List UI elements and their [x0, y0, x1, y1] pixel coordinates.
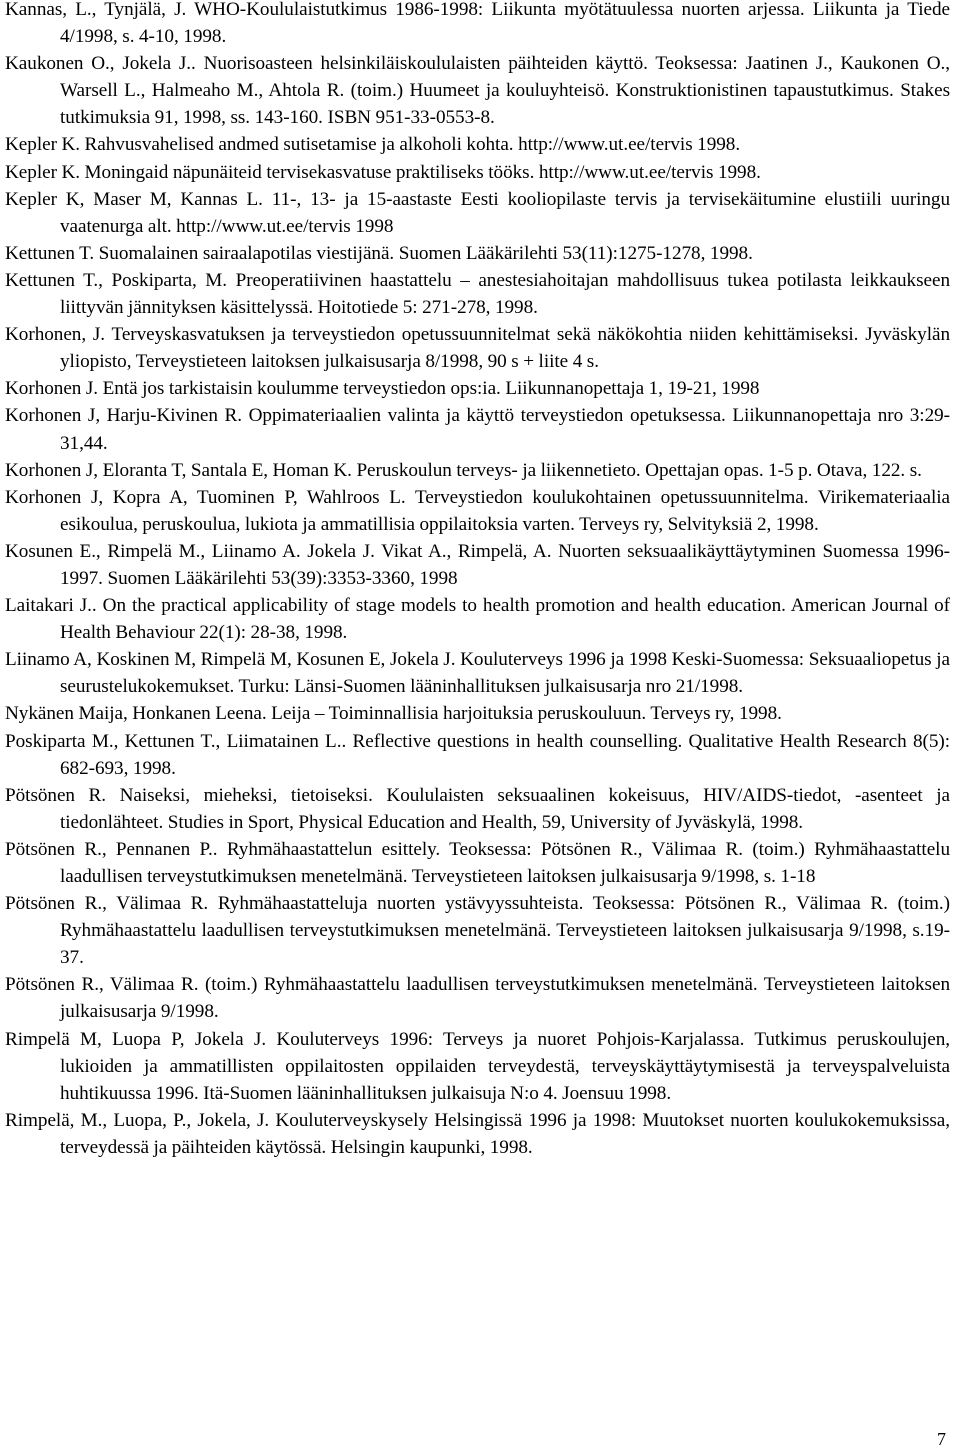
reference-entry: Rimpelä M, Luopa P, Jokela J. Kouluterveys 1996: Terveys ja nuoret Pohjois-Karjalassa. Tutkimus peruskoulujen, lukioiden ja ammatillisten oppilaitosten oppilaiden terveydestä, terveyskäyttäytymisestä ja terveyspalveluista huhtikuussa 1996. Itä-Suomen lääninhallituksen julkaisuja N:o 4. Joensuu 1998. — [5, 1028, 950, 1104]
reference-entry: Korhonen, J. Terveyskasvatuksen ja terveystiedon opetussuunnitelmat sekä näkökohtia niiden kehittämiseksi. Jyväskylän yliopisto, Terveystieteen laitoksen julkaisusarja 8/1998, 90 s + liite 4 s. — [5, 324, 950, 373]
reference-entry: Rimpelä, M., Luopa, P., Jokela, J. Kouluterveyskysely Helsingissä 1996 ja 1998: Muutokset nuorten koulukokemuksissa, terveydessä ja päihteiden käytössä. Helsingin kaupunki, 1998. — [5, 1109, 950, 1158]
reference-entry: Korhonen J, Eloranta T, Santala E, Homan K. Peruskoulun terveys- ja liikennetieto. Opettajan opas. 1-5 p. Otava, 122. s. — [5, 459, 922, 481]
reference-entry: Pötsönen R., Pennanen P.. Ryhmähaastattelun esittely. Teoksessa: Pötsönen R., Välimaa R. (toim.) Ryhmähaastattelu laadullisen terveystutkimuksen menetelmänä. Terveystieteen laitoksen julkaisusarja 9/1998, s. 1-18 — [5, 838, 950, 887]
reference-entry: Kettunen T. Suomalainen sairaalapotilas viestijänä. Suomen Lääkärilehti 53(11):1275-1278, 1998. — [5, 242, 753, 264]
reference-entry: Kepler K. Moningaid näpunäiteid tervisekasvatuse praktiliseks tööks. http://www.ut.ee/tervis 1998. — [5, 161, 761, 183]
reference-entry: Poskiparta M., Kettunen T., Liimatainen L.. Reflective questions in health counselling. Qualitative Health Research 8(5): 682-693, 1998. — [5, 730, 950, 779]
reference-entry: Kannas, L., Tynjälä, J. WHO-Koululaistutkimus 1986-1998: Liikunta myötätuulessa nuorten arjessa. Liikunta ja Tiede 4/1998, s. 4-10, 1998. — [5, 0, 950, 48]
page-number: 7 — [937, 1429, 946, 1449]
reference-entry: Kepler K. Rahvusvahelised andmed sutisetamise ja alkoholi kohta. http://www.ut.ee/tervis 1998. — [5, 134, 741, 156]
reference-entry: Kosunen E., Rimpelä M., Liinamo A. Jokela J. Vikat A., Rimpelä, A. Nuorten seksuaalikäyttäytyminen Suomessa 1996-1997. Suomen Lääkärilehti 53(39):3353-3360, 1998 — [5, 540, 950, 589]
reference-entry: Korhonen J, Kopra A, Tuominen P, Wahlroos L. Terveystiedon koulukohtainen opetussuunnitelma. Virikemateriaalia esikoulua, peruskoulua, lukiota ja ammatillisia oppilaitoksia varten. Terveys ry, Selvityksiä 2, 1998. — [5, 486, 950, 535]
reference-entry: Pötsönen R., Välimaa R. Ryhmähaastatteluja nuorten ystävyyssuhteista. Teoksessa: Pötsönen R., Välimaa R. (toim.) Ryhmähaastattelu laadullisen terveystutkimuksen menetelmänä. Terveystieteen laitoksen julkaisusarja 9/1998, s.19-37. — [5, 893, 950, 969]
reference-entry: Kettunen T., Poskiparta, M. Preoperatiivinen haastattelu – anestesiahoitajan mahdollisuus tukea potilasta leikkaukseen liittyvän jännityksen käsittelyssä. Hoitotiede 5: 271-278, 1998. — [5, 269, 950, 319]
reference-entry: Korhonen J. Entä jos tarkistaisin koulumme terveystiedon ops:ia. Liikunnanopettaja 1, 19-21, 1998 — [5, 378, 760, 400]
reference-entry: Nykänen Maija, Honkanen Leena. Leija – Toiminnallisia harjoituksia peruskouluun. Terveys ry, 1998. — [5, 703, 782, 725]
reference-list — [5, 0, 950, 1161]
reference-entry: Pötsönen R. Naiseksi, mieheksi, tietoiseksi. Koululaisten seksuaalinen kokeisuus, HIV/AIDS-tiedot, -asenteet ja tiedonlähteet. Studies in Sport, Physical Education and Health, 59, University of Jyväskylä, 1998. — [5, 784, 950, 833]
reference-entry: Korhonen J, Harju-Kivinen R. Oppimateriaalien valinta ja käyttö terveystiedon opetuksessa. Liikunnanopettaja nro 3:29-31,44. — [5, 405, 950, 454]
reference-entry: Kepler K, Maser M, Kannas L. 11-, 13- ja 15-aastaste Eesti kooliopilaste tervis ja tervisekäitumine elustiili uuringu vaatenurga alt. http://www.ut.ee/tervis 1998 — [5, 188, 950, 237]
reference-entry: Pötsönen R., Välimaa R. (toim.) Ryhmähaastattelu laadullisen terveystutkimuksen menetelmänä. Terveystieteen laitoksen julkaisusarja 9/1998. — [5, 974, 950, 1023]
reference-entry: Liinamo A, Koskinen M, Rimpelä M, Kosunen E, Jokela J. Kouluterveys 1996 ja 1998 Keski-Suomessa: Seksuaaliopetus ja seurustelukokemukset. Turku: Länsi-Suomen lääninhallituksen julkaisusarja nro 21/1998. — [5, 649, 950, 698]
reference-entry: Laitakari J.. On the practical applicability of stage models to health promotion and health education. American Journal of Health Behaviour 22(1): 28-38, 1998. — [5, 595, 950, 644]
reference-entry: Kaukonen O., Jokela J.. Nuorisoasteen helsinkiläiskoululaisten päihteiden käyttö. Teoksessa: Jaatinen J., Kaukonen O., Warsell L., Halmeaho M., Ahtola R. (toim.) Huumeet ja kouluyhteisö. Konstruktionistinen tapaustutkimus. Stakes tutkimuksia 91, 1998, ss. 143-160. ISBN 951-33-0553-8. — [5, 53, 950, 129]
